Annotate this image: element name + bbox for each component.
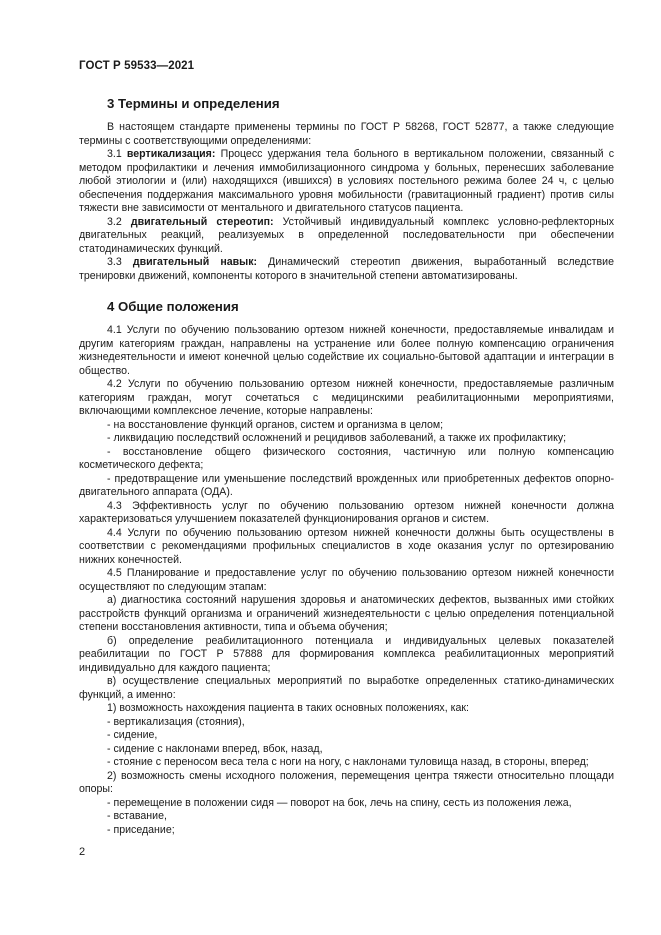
list-item: - стояние с переносом веса тела с ноги на ногу, с наклонами туловища назад, в стороны, вперед; xyxy=(107,756,589,768)
stage-a: а) диагностика состояний нарушения здоровья и анатомических дефектов, вызванных ими стойких расстройств функций организма и ограничений жизнедеятельности с целью определения потенциальной степени восстановления активности, типа и объема обучения; xyxy=(79,594,614,633)
term-3-3 xyxy=(79,256,614,283)
page-number: 2 xyxy=(79,846,86,858)
page-content xyxy=(79,88,614,837)
stage-c-2: 2) возможность смены исходного положения, перемещения центра тяжести относительно площади опоры: xyxy=(79,769,614,795)
stage-b: б) определение реабилитационного потенциала и индивидуальных целевых показателей реабилитации по ГОСТ Р 57888 для формирования комплекса реабилитационных мероприятий индивидуально для каждого пациента; xyxy=(79,634,614,674)
list-item: - сидение, xyxy=(107,729,158,741)
term-definition: Устойчивый индивидуальный комплекс условно-рефлекторных двигательных реакций, реализуемых в определенной последовательности при обеспечении статодинамических функций. xyxy=(79,215,614,255)
stage-c: в) осуществление специальных мероприятий по выработке определенных статико-динамических функций, а именно: xyxy=(79,675,614,701)
list-item: - на восстановление функций органов, систем и организма в целом; xyxy=(107,418,444,431)
list-item: - ликвидацию последствий осложнений и рецидивов заболеваний, а также их профилактику; xyxy=(107,432,567,444)
term-name: вертикализация: xyxy=(126,148,216,160)
standard-header: ГОСТ Р 59533—2021 xyxy=(79,60,195,72)
list-item: - сидение с наклонами вперед, вбок, назад, xyxy=(107,742,323,755)
term-definition: Динамический стереотип движения, выработанный вследствие тренировки движений, компоненты которого в значительной степени автоматизированы. xyxy=(79,256,614,282)
term-name: двигательный навык: xyxy=(132,256,258,268)
list-item: - предотвращение или уменьшение последствий врожденных или приобретенных дефектов опорно-двигательного аппарата (ОДА). xyxy=(79,472,614,498)
term-number: 3.3 xyxy=(107,256,122,268)
section-3-intro: В настоящем стандарте применены термины по ГОСТ Р 58268, ГОСТ 52877, а также следующие термины с соответствующими определениями: xyxy=(79,121,614,147)
term-number: 3.1 xyxy=(107,148,122,160)
paragraph-4-1: 4.1 Услуги по обучению пользованию ортезом нижней конечности, предоставляемые инвалидам и другим категориям граждан, направлены на устранение или более полную компенсацию ограничения жизнедеятельности и имеют конечной целью содействие их социально-бытовой адаптации и интеграции в общество. xyxy=(79,324,614,377)
stage-c-1: 1) возможность нахождения пациента в таких основных положениях, как: xyxy=(107,702,469,714)
list-item: - вертикализация (стояния), xyxy=(107,715,245,728)
paragraph-4-4: 4.4 Услуги по обучению пользованию ортезом нижней конечности должны быть осуществлены в соответствии с рекомендациями профильных специалистов в ходе оказания услуг по ортезированию нижних конечностей. xyxy=(79,526,614,566)
section-3-title: 3 Термины и определения xyxy=(107,96,280,111)
list-item: - приседание; xyxy=(107,823,175,836)
term-3-1 xyxy=(79,148,614,216)
term-name: двигательный стереотип: xyxy=(130,215,274,228)
term-3-2 xyxy=(79,216,614,257)
list-item: - перемещение в положении сидя — поворот на бок, лечь на спину, сесть из положения лежа, xyxy=(107,796,572,809)
term-definition: Процесс удержания тела больного в вертикальном положении, связанный с методом профилактики и лечения иммобилизационного синдрома у больных, перенесших заболевание любой этиологии и (или) находящихся (ившихся) в условиях постельного режима более 24 ч, с целью обеспечения поддержания максимального уровня мобильности (гравитационный градиент) против силы тяжести вне зависимости от ментального и двигательного статусов пациента. xyxy=(79,148,614,214)
paragraph-4-5: 4.5 Планирование и предоставление услуг по обучению пользованию ортезом нижней конечности осуществляют по следующим этапам: xyxy=(79,567,614,593)
list-item: - восстановление общего физического состояния, частичную или полную компенсацию косметического дефекта; xyxy=(79,445,614,471)
section-4-title: 4 Общие положения xyxy=(107,299,239,314)
paragraph-4-2: 4.2 Услуги по обучению пользованию ортезом нижней конечности, предоставляемые различным категориям граждан, могут сочетаться с медицинскими реабилитационными мероприятиями, включающими комплексное лечение, которые направлены: xyxy=(79,378,614,417)
term-number: 3.2 xyxy=(107,215,122,228)
paragraph-4-3: 4.3 Эффективность услуг по обучению пользованию ортезом нижней конечности должна характеризоваться улучшением показателей функционирования органов и систем. xyxy=(79,499,614,525)
list-item: - вставание, xyxy=(107,810,167,822)
